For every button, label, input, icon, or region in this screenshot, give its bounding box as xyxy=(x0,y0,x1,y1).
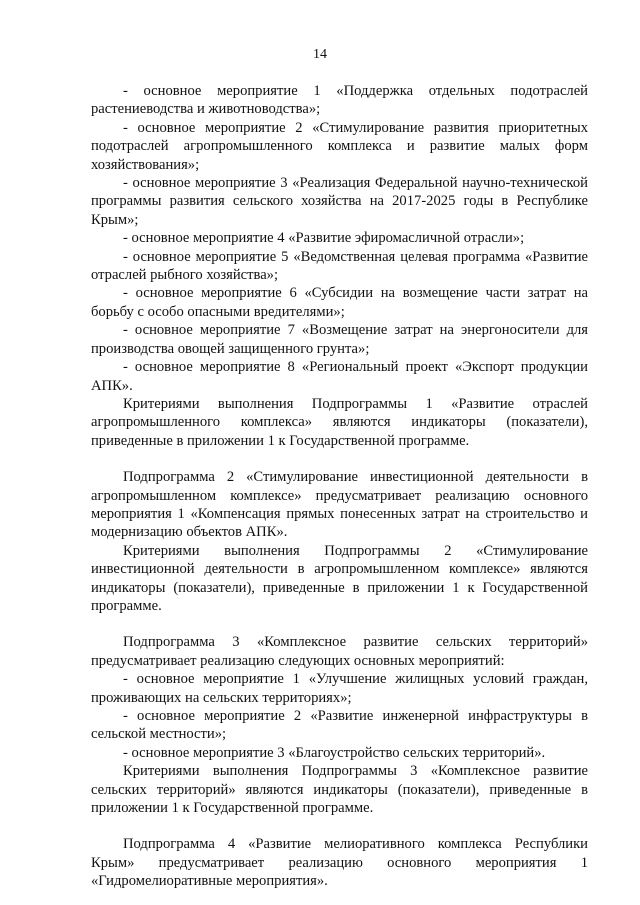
paragraph-subprogram-3-measure-1: - основное мероприятие 1 «Улучшение жилищных условий граждан, проживающих на сельских территориях»; xyxy=(91,671,588,706)
paragraph-criteria-subprogram-1: Критериями выполнения Подпрограммы 1 «Развитие отраслей агропромышленного комплекса» являются индикаторы (показатели), приведенные в приложении 1 к Государственной программе. xyxy=(91,395,588,449)
paragraph-measure-3: - основное мероприятие 3 «Реализация Федеральной научно-технической программы развития сельского хозяйства на 2017-2025 годы в Республике Крым»; xyxy=(91,175,588,228)
document-body xyxy=(91,82,588,891)
page-number: 14 xyxy=(313,47,327,62)
paragraph-measure-5: - основное мероприятие 5 «Ведомственная целевая программа «Развитие отраслей рыбного хозяйства»; xyxy=(91,248,588,284)
paragraph-measure-1: - основное мероприятие 1 «Поддержка отдельных подотраслей растениеводства и животноводства»; xyxy=(91,83,588,118)
paragraph-measure-4: - основное мероприятие 4 «Развитие эфиромасличной отрасли»; xyxy=(123,230,525,247)
paragraph-measure-6: - основное мероприятие 6 «Субсидии на возмещение части затрат на борьбу с особо опасными вредителями»; xyxy=(91,285,588,320)
paragraph-subprogram-3-measure-2: - основное мероприятие 2 «Развитие инженерной инфраструктуры в сельской местности»; xyxy=(91,708,588,743)
paragraph-measure-7: - основное мероприятие 7 «Возмещение затрат на энергоносители для производства овощей защищенного грунта»; xyxy=(91,322,588,357)
paragraph-criteria-subprogram-3: Критериями выполнения Подпрограммы 3 «Комплексное развитие сельских территорий» являются индикаторы (показатели), приведенные в приложении 1 к Государственной программе. xyxy=(91,763,588,817)
paragraph-subprogram-3-measure-3: - основное мероприятие 3 «Благоустройство сельских территорий». xyxy=(123,744,546,761)
paragraph-criteria-subprogram-2: Критериями выполнения Подпрограммы 2 «Стимулирование инвестиционной деятельности в агропромышленном комплексе» являются индикаторы (показатели), приведенные в приложении 1 к Государственной программе. xyxy=(91,542,588,614)
paragraph-subprogram-2: Подпрограмма 2 «Стимулирование инвестиционной деятельности в агропромышленном комплексе» предусматривает реализацию основного мероприятия 1 «Компенсация прямых понесенных затрат на строительство и модернизацию объектов АПК». xyxy=(91,469,588,541)
paragraph-subprogram-4: Подпрограмма 4 «Развитие мелиоративного комплекса Республики Крым» предусматривает реализацию основного мероприятия 1 «Гидромелиоративные мероприятия». xyxy=(91,836,588,890)
paragraph-subprogram-3: Подпрограмма 3 «Комплексное развитие сельских территорий» предусматривает реализацию следующих основных мероприятий: xyxy=(91,634,588,669)
paragraph-measure-8: - основное мероприятие 8 «Региональный проект «Экспорт продукции АПК». xyxy=(91,359,588,394)
paragraph-measure-2: - основное мероприятие 2 «Стимулирование развития приоритетных подотраслей агропромышленного комплекса и развитие малых форм хозяйствования»; xyxy=(91,119,588,173)
